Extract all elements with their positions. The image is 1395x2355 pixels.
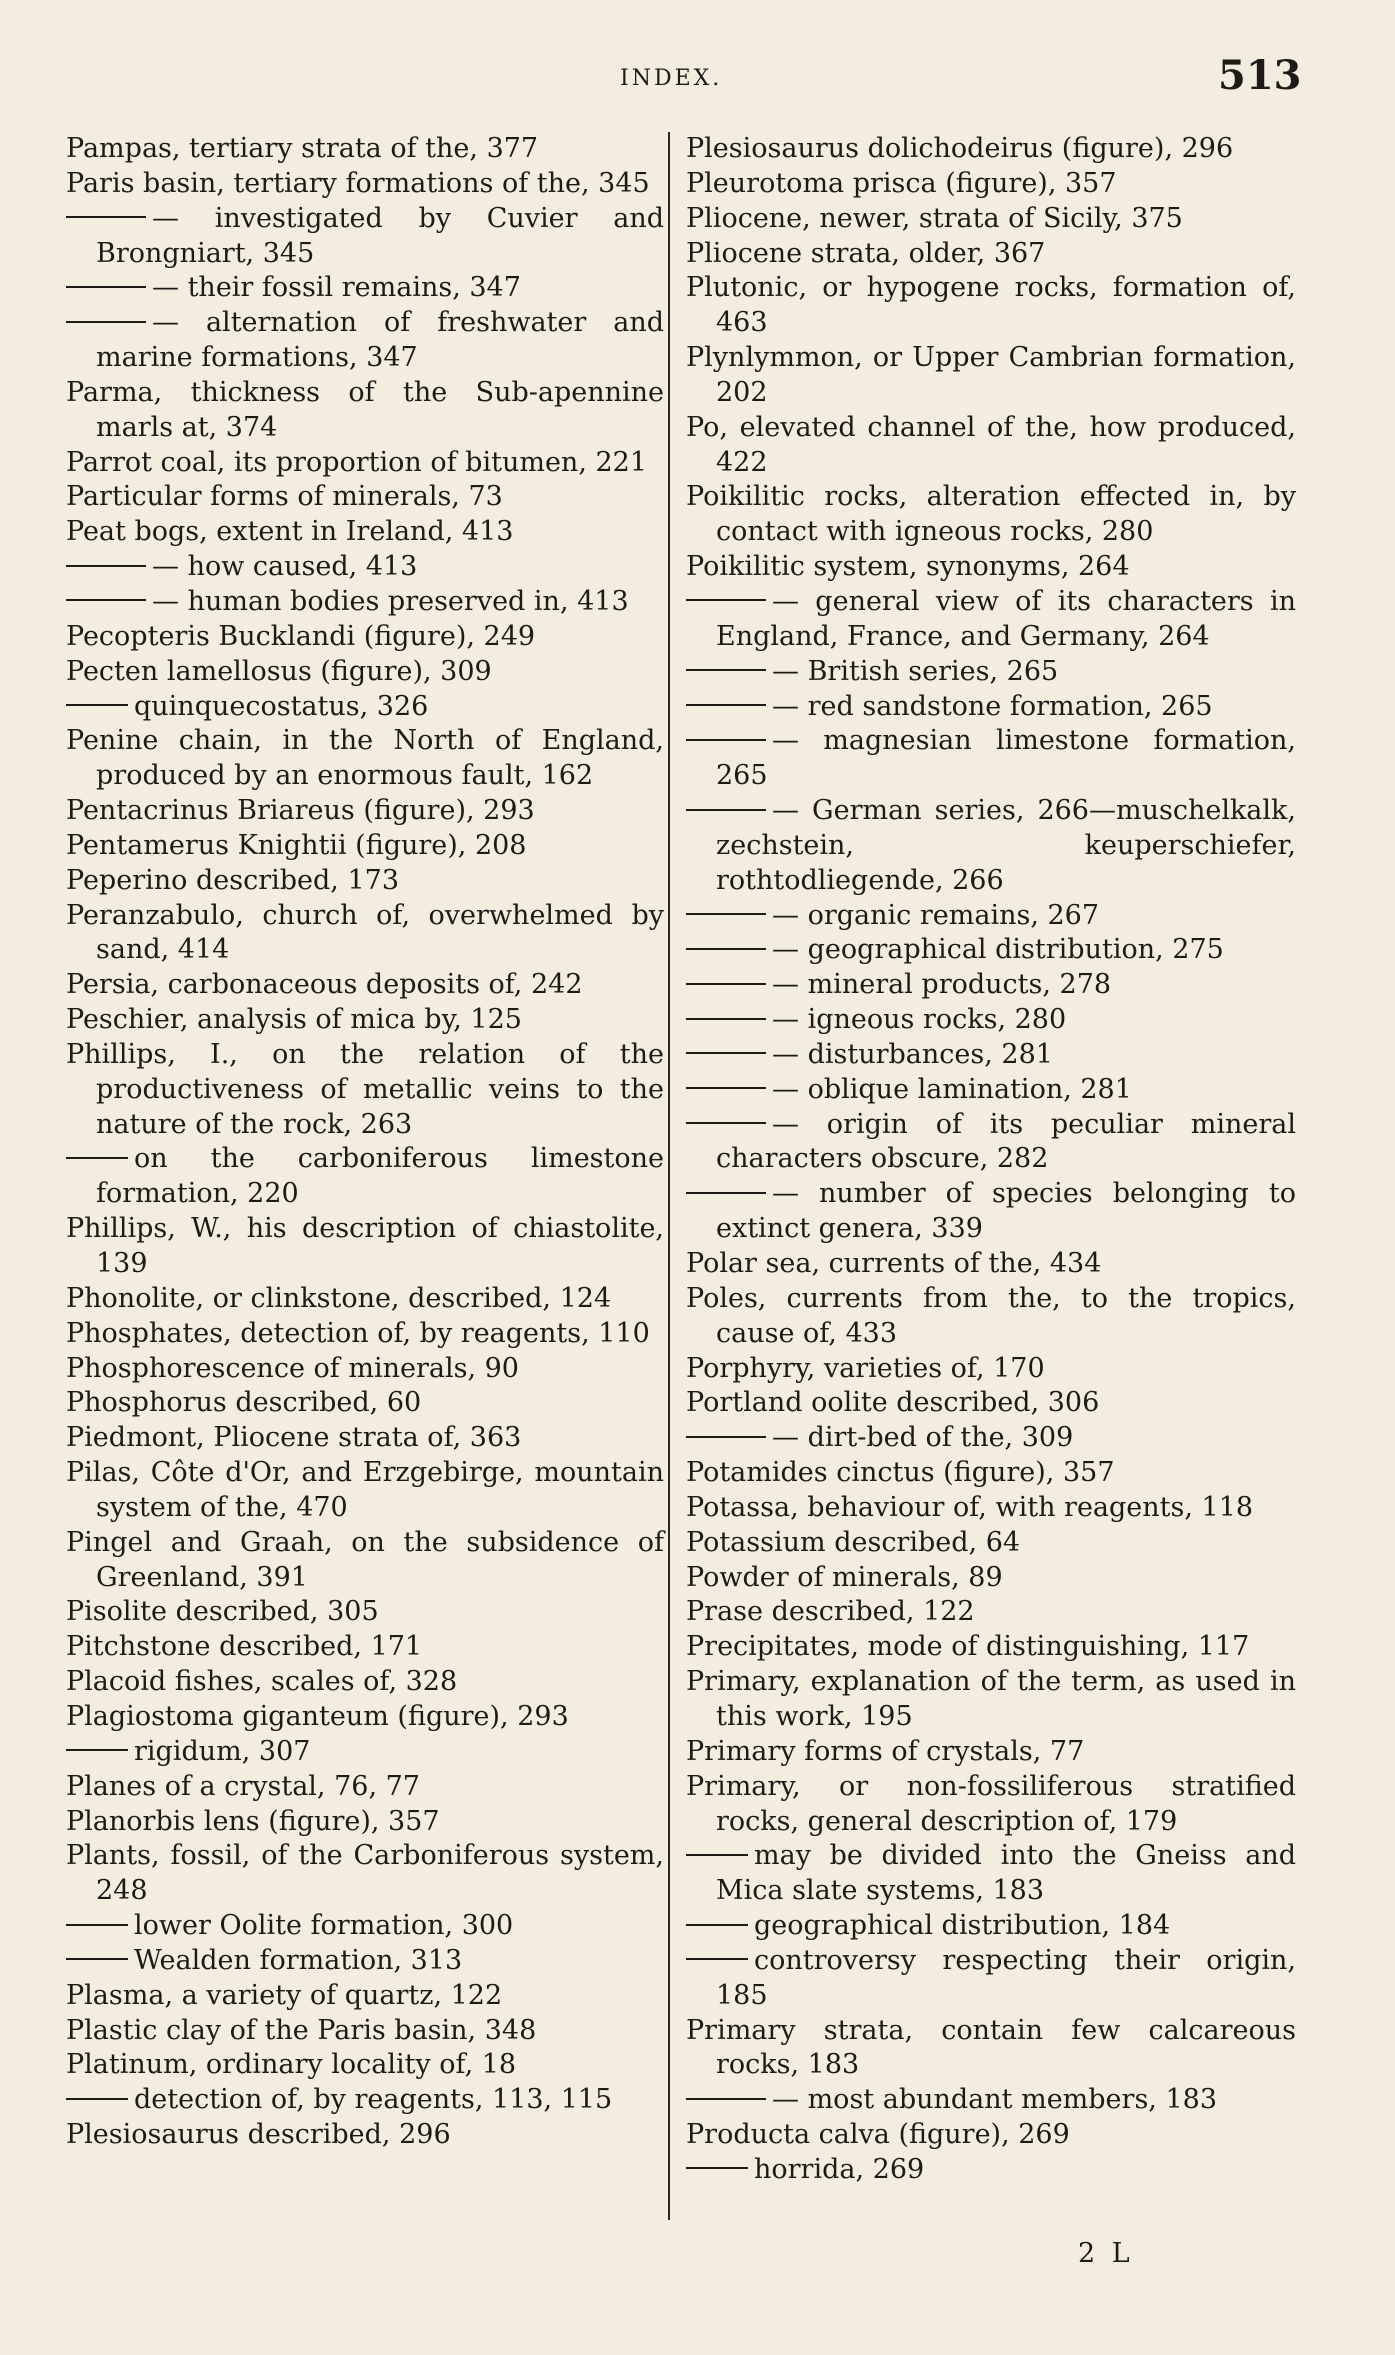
index-entry-text: Portland oolite described, 306 [686,1387,1100,1419]
index-entry [66,1909,664,1944]
index-entry [686,411,1296,481]
ditto-rule [686,704,766,706]
index-entry [686,341,1296,411]
index-entry [66,655,664,690]
index-entry [66,446,664,481]
index-entry-text: Planes of a crystal, 76, 77 [66,1770,420,1802]
index-entry-text: Phosphorescence of minerals, 90 [66,1352,519,1384]
index-entry [686,1770,1296,1840]
index-entry [686,2014,1296,2084]
index-entry-text: Paris basin, tertiary formations of the, 345 [66,167,650,199]
ditto-rule [66,216,146,218]
index-entry [66,1630,664,1665]
ditto-rule [686,2167,748,2169]
index-entry [686,1003,1296,1038]
index-entry [66,515,664,550]
index-entry-text: — red sandstone formation, 265 [772,690,1213,722]
ditto-rule [66,704,128,706]
index-entry [66,376,664,446]
index-entry-text: Peat bogs, extent in Ireland, 413 [66,516,514,548]
index-entry-text: — disturbances, 281 [772,1038,1053,1070]
index-entry-text: Persia, carbonaceous deposits of, 242 [66,969,583,1001]
index-entry-text: Pitchstone described, 171 [66,1631,423,1663]
index-entry-text: — most abundant members, 183 [772,2084,1217,2116]
index-entry-text: controversy respecting their origin, 185 [716,1944,1296,2011]
index-entry-text: quinquecostatus, 326 [134,690,429,722]
index-entry-text: Parma, thickness of the Sub-apennine marls at, 374 [66,376,664,443]
index-entry [66,585,664,620]
index-entry-text: — magnesian limestone formation, 265 [716,725,1296,792]
index-entry-text: Particular forms of minerals, 73 [66,481,503,513]
ditto-rule [686,913,766,915]
index-entry [66,271,664,306]
index-entry [686,237,1296,272]
index-entry [686,690,1296,725]
index-entry-text: Pilas, Côte d'Or, and Erzgebirge, mountain system of the, 470 [66,1457,664,1523]
index-entry [66,1595,664,1630]
index-entry [66,968,664,1003]
ditto-rule [686,1436,766,1438]
index-entry-text: on the carboniferous limestone formation, 220 [96,1143,664,1210]
index-entry [66,2118,664,2153]
index-entry-text: Potamides cinctus (figure), 357 [686,1457,1115,1489]
index-entry-text: Peschier, analysis of mica by, 125 [66,1004,522,1036]
index-entry [686,968,1296,1003]
index-entry-text: Pecopteris Bucklandi (figure), 249 [66,620,536,652]
index-entry [686,933,1296,968]
index-entry [686,1386,1296,1421]
index-entry [686,1839,1296,1909]
ditto-rule [686,1018,766,1020]
index-entry-text: Peranzabulo, church of, overwhelmed by sand, 414 [66,899,664,966]
index-entry [686,1073,1296,1108]
index-entry [686,1561,1296,1596]
index-entry [686,480,1296,550]
index-entry [686,794,1296,899]
index-entry-text: — igneous rocks, 280 [772,1004,1067,1036]
index-entry [66,794,664,829]
index-entry [66,899,664,969]
index-entry [686,1177,1296,1247]
index-entry-text: Penine chain, in the North of England, produced by an enormous fault, 162 [66,725,664,792]
index-entry-text: Poles, currents from the, to the tropics, cause of, 433 [686,1282,1296,1349]
index-entry [686,655,1296,690]
index-entry [66,1142,664,1212]
index-entry [686,202,1296,237]
page-header [0,48,1395,98]
ditto-rule [66,2098,128,2100]
ditto-rule [686,2098,766,2100]
index-entry-text: — how caused, 413 [152,551,418,583]
index-entry-text: — oblique lamination, 281 [772,1073,1132,1105]
index-entry-text: Pliocene strata, older, 367 [686,237,1046,269]
ditto-rule [66,599,146,601]
index-entry [686,1665,1296,1735]
index-entry [66,2083,664,2118]
index-entry-text: — organic remains, 267 [772,899,1100,931]
index-entry-text: geographical distribution, 184 [754,1910,1171,1942]
index-entry [66,167,664,202]
ditto-rule [686,739,766,741]
index-column-left [66,132,664,2153]
index-entry [66,202,664,272]
index-entry [66,2014,664,2049]
index-entry-text: Primary, or non-fossiliferous stratified rocks, general description of, 179 [686,1770,1296,1837]
index-entry-text: Pecten lamellosus (figure), 309 [66,655,492,687]
index-entry [686,1282,1296,1352]
index-entry [66,864,664,899]
index-entry [686,132,1296,167]
index-entry-text: Peperino described, 173 [66,864,399,896]
index-entry-text: Pleurotoma prisca (figure), 357 [686,167,1117,199]
index-entry-text: Plynlymmon, or Upper Cambrian formation, 202 [686,342,1296,408]
index-entry-text: Phillips, W., his description of chiastolite, 139 [66,1213,664,1279]
index-entry [66,550,664,585]
index-entry [686,1352,1296,1387]
index-entry-text: detection of, by reagents, 113, 115 [134,2084,613,2116]
index-entry-text: Powder of minerals, 89 [686,1561,1003,1593]
ditto-rule [66,1924,128,1926]
index-entry [686,899,1296,934]
index-entry-text: may be divided into the Gneiss and Mica slate systems, 183 [716,1840,1296,1907]
index-entry-text: Plutonic, or hypogene rocks, formation of, 463 [686,272,1296,339]
index-entry-text: Piedmont, Pliocene strata of, 363 [66,1422,522,1454]
index-entry [686,1491,1296,1526]
index-entry [686,1108,1296,1178]
index-entry [66,2048,664,2083]
index-entry [66,1003,664,1038]
index-entry [66,690,664,725]
index-entry [686,724,1296,794]
index-entry-text: — geographical distribution, 275 [772,934,1224,966]
index-entry-text: — general view of its characters in England, France, and Germany, 264 [716,585,1296,652]
index-entry-text: Pampas, tertiary strata of the, 377 [66,133,539,164]
index-entry-text: — human bodies preserved in, 413 [152,585,629,617]
ditto-rule [66,565,146,567]
index-entry [66,1038,664,1143]
index-entry [686,585,1296,655]
index-entry [686,1456,1296,1491]
ditto-rule [686,1854,748,1856]
index-entry-text: Pingel and Graah, on the subsidence of Greenland, 391 [66,1526,664,1593]
index-entry [686,2083,1296,2118]
index-entry-text: — mineral products, 278 [772,969,1112,1001]
index-entry-text: Plastic clay of the Paris basin, 348 [66,2014,537,2046]
index-entry-text: Parrot coal, its proportion of bitumen, 221 [66,446,648,478]
index-entry-text: Pentacrinus Briareus (figure), 293 [66,795,535,827]
index-entry-text: Placoid fishes, scales of, 328 [66,1666,458,1698]
index-entry-text: horrida, 269 [754,2153,925,2185]
index-entry [66,1944,664,1979]
index-entry-text: Primary, explanation of the term, as used in this work, 195 [686,1666,1296,1732]
index-entry [66,306,664,376]
index-entry-text: — their fossil remains, 347 [152,272,521,304]
ditto-rule [686,1087,766,1089]
index-entry-text: Pentamerus Knightii (figure), 208 [66,829,527,861]
index-entry-text: Po, elevated channel of the, how produced, 422 [686,411,1296,478]
index-entry-text: Phonolite, or clinkstone, described, 124 [66,1282,612,1314]
index-entry [686,1421,1296,1456]
index-entry-text: Poikilitic rocks, alteration effected in, by contact with igneous rocks, 280 [686,481,1296,548]
ditto-rule [686,599,766,601]
index-entry [686,2153,1296,2188]
index-entry [66,1282,664,1317]
ditto-rule [66,1958,128,1960]
index-entry-text: Poikilitic system, synonyms, 264 [686,551,1130,583]
index-entry [66,1352,664,1387]
index-entry-text: — dirt-bed of the, 309 [772,1422,1074,1454]
index-entry [66,1386,664,1421]
index-entry-text: Phosphates, detection of, by reagents, 110 [66,1317,650,1349]
index-entry [686,1735,1296,1770]
index-entry-text: — origin of its peculiar mineral characters obscure, 282 [716,1108,1296,1175]
index-entry-text: — investigated by Cuvier and Brongniart, 345 [96,202,664,269]
ditto-rule [66,1157,128,1159]
index-entry-text: Plants, fossil, of the Carboniferous system, 248 [66,1840,664,1907]
index-entry [66,1526,664,1596]
index-entry-text: Platinum, ordinary locality of, 18 [66,2049,517,2081]
index-entry [66,1770,664,1805]
index-entry-text: Potassium described, 64 [686,1526,1021,1558]
index-entry-text: — German series, 266—muschelkalk, zechstein, keuperschiefer, rothtodliegende, 266 [716,795,1296,896]
ditto-rule [66,321,146,323]
index-entry-text: — alternation of freshwater and marine formations, 347 [96,307,664,374]
index-entry-text: Porphyry, varieties of, 170 [686,1352,1045,1384]
index-entry [686,1038,1296,1073]
index-entry [66,1805,664,1840]
index-entry-text: Plesiosaurus dolichodeirus (figure), 296 [686,133,1234,164]
index-entry [66,724,664,794]
signature-mark: 2 L [1078,2238,1134,2269]
index-column-right [686,132,1296,2188]
index-entry [686,1247,1296,1282]
index-entry-text: Primary strata, contain few calcareous rocks, 183 [686,2014,1296,2081]
ditto-rule [686,983,766,985]
index-entry [686,550,1296,585]
index-entry [66,829,664,864]
index-entry-text: Plesiosaurus described, 296 [66,2119,451,2151]
index-entry-text: Producta calva (figure), 269 [686,2119,1070,2151]
running-head: INDEX. [620,66,723,91]
index-entry-text: Plagiostoma giganteum (figure), 293 [66,1700,569,1732]
index-entry-text: Prase described, 122 [686,1596,975,1628]
index-entry-text: lower Oolite formation, 300 [134,1910,514,1942]
index-entry [686,2118,1296,2153]
ditto-rule [66,1749,128,1751]
index-entry [66,480,664,515]
index-entry [686,1630,1296,1665]
index-entry-text: Polar sea, currents of the, 434 [686,1248,1102,1279]
index-entry [66,1421,664,1456]
index-entry [66,1979,664,2014]
index-entry [66,1839,664,1909]
ditto-rule [686,1958,748,1960]
index-entry-text: rigidum, 307 [134,1735,311,1767]
page-number: 513 [1218,52,1302,99]
index-entry [66,1665,664,1700]
ditto-rule [686,1052,766,1054]
index-entry [66,620,664,655]
index-entry [686,1944,1296,2014]
index-entry [686,167,1296,202]
index-entry [686,1595,1296,1630]
index-entry-text: Phosphorus described, 60 [66,1387,422,1419]
index-entry-text: Wealden formation, 313 [134,1944,463,1976]
ditto-rule [686,809,766,811]
column-divider [668,132,670,2220]
ditto-rule [686,1122,766,1124]
index-entry-text: Pisolite described, 305 [66,1596,379,1628]
ditto-rule [686,948,766,950]
index-entry [66,1317,664,1352]
index-entry-text: Primary forms of crystals, 77 [686,1735,1085,1767]
index-entry-text: Plasma, a variety of quartz, 122 [66,1979,503,2011]
index-entry [686,271,1296,341]
index-entry [66,1212,664,1282]
ditto-rule [686,669,766,671]
ditto-rule [686,1924,748,1926]
index-entry-text: Potassa, behaviour of, with reagents, 118 [686,1491,1254,1523]
ditto-rule [66,286,146,288]
index-entry-text: Planorbis lens (figure), 357 [66,1805,440,1837]
index-entry-text: Precipitates, mode of distinguishing, 117 [686,1631,1250,1663]
index-entry [686,1909,1296,1944]
ditto-rule [686,1192,766,1194]
index-entry-text: Pliocene, newer, strata of Sicily, 375 [686,202,1183,234]
index-entry [66,1700,664,1735]
index-entry [686,1526,1296,1561]
index-entry-text: — British series, 265 [772,655,1059,687]
index-entry [66,1456,664,1526]
index-entry-text: — number of species belonging to extinct genera, 339 [716,1178,1296,1245]
index-entry [66,132,664,167]
index-entry-text: Phillips, I., on the relation of the productiveness of metallic veins to the nature of the rock, 263 [66,1038,664,1140]
index-entry [66,1735,664,1770]
